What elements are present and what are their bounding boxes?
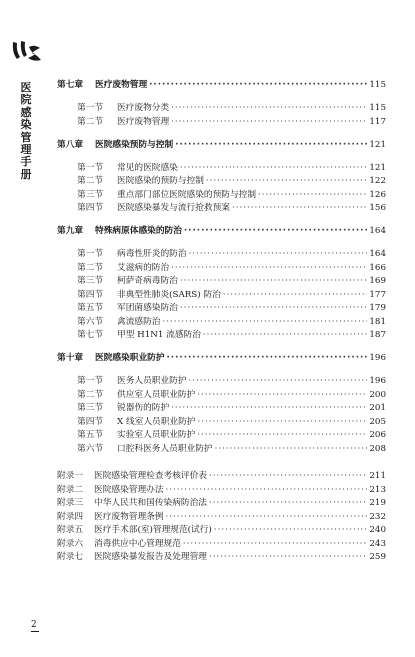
toc-entry-page: 156	[369, 203, 386, 213]
toc-dot-leader	[167, 352, 368, 366]
toc-sub-row[interactable]	[57, 102, 386, 116]
toc-entry-title: 病毒性肝炎的防治	[117, 249, 187, 259]
toc-entry-number: 附录四	[57, 511, 84, 522]
toc-dot-leader	[171, 402, 367, 416]
toc-dot-leader	[175, 139, 367, 153]
toc-entry-title: 医疗废物管理	[117, 116, 170, 127]
toc-appendix-row[interactable]	[57, 524, 386, 538]
toc-entry-number: 第二节	[77, 262, 104, 273]
toc-sub-row[interactable]	[57, 416, 386, 430]
toc-entry-number: 第七节	[77, 330, 104, 340]
toc-entry-number: 第四节	[77, 416, 104, 427]
toc-entry-page: 179	[369, 303, 386, 313]
toc-entry-number: 第九章	[57, 226, 84, 236]
toc-sub-row[interactable]	[57, 175, 386, 189]
book-side-title	[19, 82, 33, 181]
toc-sub-row[interactable]	[57, 402, 386, 416]
toc-sub-row[interactable]	[57, 116, 386, 130]
toc-dot-leader	[209, 551, 367, 565]
toc-entry-number: 第八章	[57, 139, 84, 150]
toc-entry-number: 第十章	[57, 353, 84, 363]
page-number: 2	[31, 620, 37, 630]
toc-entry-title: 甲型 H1N1 流感防治	[117, 330, 201, 340]
toc-sub-row[interactable]	[57, 302, 386, 316]
toc-dot-leader	[209, 470, 367, 484]
toc-entry-page: 205	[369, 416, 386, 427]
toc-sub-row[interactable]	[57, 375, 386, 389]
toc-entry-number: 第四节	[77, 203, 104, 213]
toc-dot-leader	[171, 262, 367, 276]
toc-entry-page: 259	[369, 552, 386, 562]
toc-sub-row[interactable]	[57, 262, 386, 276]
toc-sub-row[interactable]	[57, 162, 386, 176]
toc-entry-number: 附录六	[57, 538, 84, 549]
toc-entry-title: 军团菌感染防治	[117, 303, 178, 313]
toc-entry-page: 201	[369, 403, 386, 413]
toc-entry-page: 200	[369, 389, 386, 400]
toc-entry-page: 166	[369, 262, 386, 273]
toc-appendix-row[interactable]	[57, 470, 386, 484]
toc-entry-title: 医院感染管理检查考核评价表	[94, 471, 207, 481]
toc-entry-number: 第七章	[57, 80, 84, 90]
toc-dot-leader	[180, 302, 368, 316]
toc-entry-page: 164	[369, 249, 386, 259]
toc-entry-title: 常见的医院感染	[117, 162, 178, 173]
toc-dot-leader	[209, 497, 367, 511]
toc-entry-title: 消毒供应中心管理规范	[94, 538, 181, 549]
toc-entry-title: 口腔科医务人员职业防护	[117, 443, 213, 454]
toc-entry-title: X 线室人员职业防护	[117, 416, 196, 427]
toc-entry-number: 第二节	[77, 116, 104, 127]
toc-dot-leader	[223, 289, 368, 303]
toc-entry-number: 第一节	[77, 376, 104, 386]
toc-entry-page: 240	[369, 525, 386, 535]
toc-appendix-row[interactable]	[57, 497, 386, 511]
toc-entry-number: 第五节	[77, 430, 104, 440]
toc-sub-row[interactable]	[57, 202, 386, 216]
toc-dot-leader	[166, 511, 368, 525]
side-title-char: 染	[20, 118, 32, 132]
toc-sub-row[interactable]	[57, 289, 386, 303]
side-title-char: 院	[20, 93, 32, 107]
side-title-char: 册	[20, 167, 32, 181]
toc-entry-title: 医院感染预防与控制	[95, 139, 174, 150]
side-title-char: 理	[20, 143, 32, 157]
toc-entry-page: 187	[369, 330, 386, 340]
toc-dot-leader	[203, 329, 368, 343]
toc-appendix-row[interactable]	[57, 511, 386, 525]
toc-entry-number: 第二节	[77, 176, 104, 186]
toc-dot-leader	[215, 443, 368, 457]
toc-dot-leader	[184, 225, 368, 239]
toc-entry-page: 126	[369, 189, 386, 200]
toc-sub-row[interactable]	[57, 316, 386, 330]
toc-entry-title: 禽流感防治	[117, 316, 161, 327]
toc-appendix-row[interactable]	[57, 551, 386, 565]
toc-entry-number: 第三节	[77, 276, 104, 286]
toc-entry-page: 196	[369, 353, 386, 363]
toc-entry-title: 中华人民共和国传染病防治法	[94, 498, 207, 508]
toc-entry-title: 柯萨奇病毒防治	[117, 276, 178, 286]
toc-dot-leader	[149, 79, 367, 93]
toc-spacer	[57, 239, 386, 249]
toc-entry-title: 特殊病原体感染的防治	[95, 226, 182, 236]
toc-entry-number: 第一节	[77, 103, 104, 113]
toc-dot-leader	[189, 248, 368, 262]
toc-entry-title: 医疗废物管理	[95, 80, 148, 90]
toc-dot-leader	[166, 484, 368, 498]
toc-entry-page: 121	[369, 139, 386, 150]
toc-dot-leader	[197, 429, 367, 443]
toc-entry-title: 供应室人员职业防护	[117, 389, 196, 400]
toc-dot-leader	[197, 389, 367, 403]
toc-chapter-row[interactable]	[57, 139, 386, 153]
toc-entry-number: 第六节	[77, 443, 104, 454]
toc-entry-page: 232	[369, 511, 386, 522]
toc-entry-number: 附录二	[57, 484, 84, 495]
toc-entry-page: 121	[369, 162, 386, 173]
toc-entry-page: 243	[369, 538, 386, 549]
toc-entry-page: 177	[369, 289, 386, 300]
toc-dot-leader	[171, 102, 367, 116]
toc-chapter-row[interactable]	[57, 352, 386, 366]
toc-entry-number: 第一节	[77, 249, 104, 259]
toc-entry-page: 122	[369, 176, 386, 186]
toc-dot-leader	[171, 116, 367, 130]
toc-entry-number: 第三节	[77, 189, 104, 200]
toc-entry-number: 附录一	[57, 471, 84, 481]
toc-entry-number: 附录七	[57, 552, 84, 562]
toc-spacer	[57, 93, 386, 103]
toc-entry-title: 艾滋病的防治	[117, 262, 170, 273]
toc-entry-number: 第四节	[77, 289, 104, 300]
toc-entry-number: 第六节	[77, 316, 104, 327]
toc-entry-title: 医疗手术部(室)管理规范(试行)	[94, 525, 212, 535]
toc-entry-number: 第五节	[77, 303, 104, 313]
toc-entry-page: 211	[369, 471, 386, 481]
toc-spacer	[57, 366, 386, 376]
side-title-char: 手	[20, 155, 32, 169]
toc-dot-leader	[180, 162, 368, 176]
toc-entry-title: 医院感染暴发报告及处理管理	[94, 552, 207, 562]
toc-chapter-row[interactable]	[57, 79, 386, 93]
toc-chapter-row[interactable]	[57, 225, 386, 239]
toc-dot-leader	[183, 538, 368, 552]
toc-entry-page: 117	[369, 116, 386, 127]
toc-dot-leader	[197, 416, 367, 430]
toc-spacer	[57, 456, 386, 470]
toc-sub-row[interactable]	[57, 429, 386, 443]
toc-dot-leader	[180, 275, 368, 289]
toc-entry-page: 181	[369, 316, 386, 327]
toc-entry-number: 第二节	[77, 389, 104, 400]
toc-entry-title: 医院感染职业防护	[95, 353, 165, 363]
toc-spacer	[57, 129, 386, 139]
toc-spacer	[57, 152, 386, 162]
toc-sub-row[interactable]	[57, 275, 386, 289]
toc-entry-page: 219	[369, 498, 386, 508]
toc-dot-leader	[162, 316, 367, 330]
toc-entry-page: 213	[369, 484, 386, 495]
toc-spacer	[57, 343, 386, 353]
toc-dot-leader	[214, 524, 368, 538]
toc-entry-title: 医院感染暴发与流行抢救预案	[117, 203, 230, 213]
toc-dot-leader	[258, 189, 367, 203]
toc-entry-title: 医疗废物管理条例	[94, 511, 164, 522]
toc-entry-page: 196	[369, 376, 386, 386]
toc-appendix-row[interactable]	[57, 538, 386, 552]
toc-entry-title: 实验室人员职业防护	[117, 430, 196, 440]
toc-entry-page: 208	[369, 443, 386, 454]
toc-sub-row[interactable]	[57, 389, 386, 403]
side-title-char: 管	[20, 130, 32, 144]
toc-entry-page: 164	[369, 226, 386, 236]
toc-entry-page: 206	[369, 430, 386, 440]
toc-entry-number: 附录五	[57, 525, 84, 535]
toc-entry-number: 附录三	[57, 498, 84, 508]
toc-dot-leader	[189, 375, 368, 389]
toc-spacer	[57, 216, 386, 226]
toc-entry-title: 重点部门部位医院感染的预防与控制	[117, 189, 256, 200]
publisher-logo-icon	[10, 38, 44, 64]
toc-entry-title: 医疗废物分类	[117, 103, 170, 113]
toc-sub-row[interactable]	[57, 248, 386, 262]
toc-sub-row[interactable]	[57, 329, 386, 343]
toc-entry-title: 非典型性肺炎(SARS) 防治	[117, 289, 221, 300]
toc-sub-row[interactable]	[57, 189, 386, 203]
toc-appendix-row[interactable]	[57, 484, 386, 498]
toc-entry-title: 医院感染的预防与控制	[117, 176, 204, 186]
toc-entry-title: 医务人员职业防护	[117, 376, 187, 386]
toc-sub-row[interactable]	[57, 443, 386, 457]
toc-entry-title: 医院感染管理办法	[94, 484, 164, 495]
toc-entry-page: 115	[369, 103, 386, 113]
toc-entry-page: 115	[369, 80, 386, 90]
side-title-char: 感	[20, 105, 32, 119]
toc-dot-leader	[206, 175, 368, 189]
toc-entry-number: 第一节	[77, 162, 104, 173]
side-title-char: 医	[20, 81, 32, 94]
toc-entry-title: 锐器伤的防护	[117, 403, 170, 413]
toc-dot-leader	[232, 202, 367, 216]
toc-entry-page: 169	[369, 276, 386, 286]
toc-entry-number: 第三节	[77, 403, 104, 413]
table-of-contents	[57, 79, 386, 565]
